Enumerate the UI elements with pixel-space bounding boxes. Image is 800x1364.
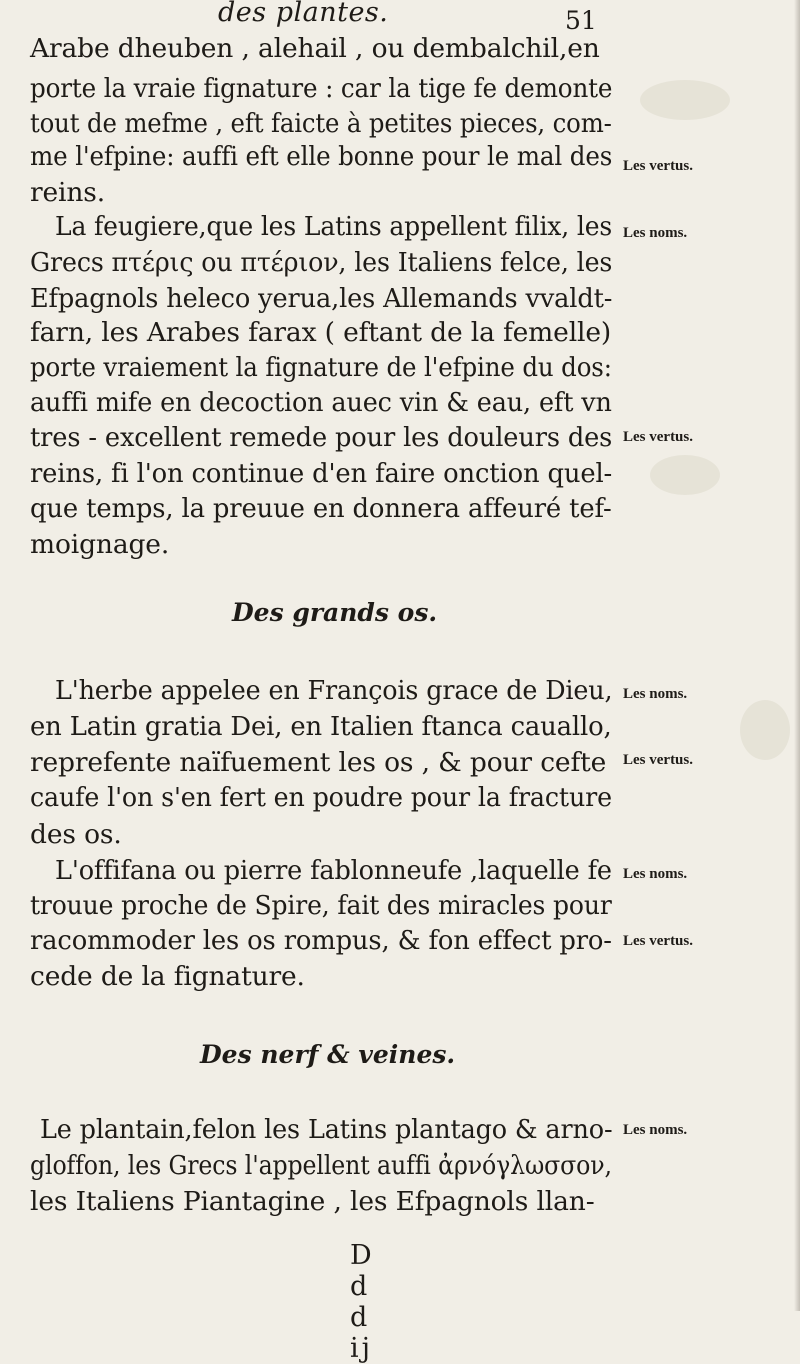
- text-line: me l'efpine: auffi eft elle bonne pour le mal des: [30, 141, 613, 172]
- margin-note: Les noms.: [623, 866, 688, 882]
- text-line: porte vraiement la fignature de l'efpine du dos:: [30, 352, 612, 383]
- text-line: Efpagnols heleco yerua,les Allemands vvaldt-: [30, 283, 613, 314]
- text-line: trouue proche de Spire, fait des miracles pour: [30, 890, 612, 921]
- text-line: en Latin gratia Dei, en Italien ftanca cauallo,: [30, 711, 612, 742]
- margin-note: Les noms.: [623, 686, 688, 702]
- text-line: farn, les Arabes farax ( eftant de la femelle): [30, 317, 612, 348]
- text-line: La feugiere,que les Latins appellent filix, les: [55, 211, 613, 242]
- text-line: tout de mefme , eft faicte à petites pieces, com-: [30, 108, 612, 139]
- margin-note: Les vertus.: [623, 158, 693, 174]
- text-line: L'offifana ou pierre fablonneufe ,laquelle fe: [55, 855, 612, 886]
- margin-note: Les noms.: [623, 1122, 688, 1138]
- margin-note: Les vertus.: [623, 752, 693, 768]
- section-heading: Des nerf & veines.: [200, 1040, 456, 1069]
- text-line: auffi mife en decoction auec vin & eau, eft vn: [30, 387, 612, 418]
- text-line: gloffon, les Grecs l'appellent auffi ἀρνόγλωσσον,: [30, 1150, 612, 1181]
- text-line: reprefente naïfuement les os , & pour cefte: [30, 747, 607, 778]
- margin-note: Les vertus.: [623, 933, 693, 949]
- text-line: reins.: [30, 177, 106, 208]
- signature-mark: D d d ij: [350, 1240, 375, 1364]
- page-header: [0, 0, 800, 34]
- foxing-stain: [640, 80, 730, 120]
- margin-note: Les noms.: [623, 225, 688, 241]
- text-line: les Italiens Piantagine , les Efpagnols llan-: [30, 1186, 595, 1217]
- page-number: 51: [565, 6, 597, 35]
- text-line: porte la vraie fignature : car la tige fe demonte: [30, 73, 613, 104]
- text-line: caufe l'on s'en fert en poudre pour la fracture: [30, 782, 612, 813]
- text-line: Grecs πτέρις ou πτέριον, les Italiens felce, les: [30, 247, 613, 278]
- page-edge-shadow: [794, 0, 800, 1311]
- section-heading: Des grands os.: [232, 598, 438, 627]
- text-line: L'herbe appelee en François grace de Dieu,: [55, 675, 613, 706]
- text-line: Le plantain,felon les Latins plantago & arno-: [40, 1114, 613, 1145]
- text-line: que temps, la preuue en donnera affeuré tef-: [30, 493, 612, 524]
- text-line: reins, fi l'on continue d'en faire onction quel-: [30, 458, 613, 489]
- text-line: tres - excellent remede pour les douleurs des: [30, 422, 613, 453]
- margin-note: Les vertus.: [623, 429, 693, 445]
- text-line: Arabe dheuben , alehail , ou dembalchil,en: [30, 33, 600, 64]
- text-line: moignage.: [30, 529, 170, 560]
- running-title: des plantes.: [218, 0, 389, 28]
- text-line: cede de la fignature.: [30, 961, 305, 992]
- text-line: racommoder les os rompus, & fon effect pro-: [30, 925, 612, 956]
- foxing-stain: [650, 455, 720, 495]
- foxing-stain: [740, 700, 790, 760]
- text-line: des os.: [30, 819, 122, 850]
